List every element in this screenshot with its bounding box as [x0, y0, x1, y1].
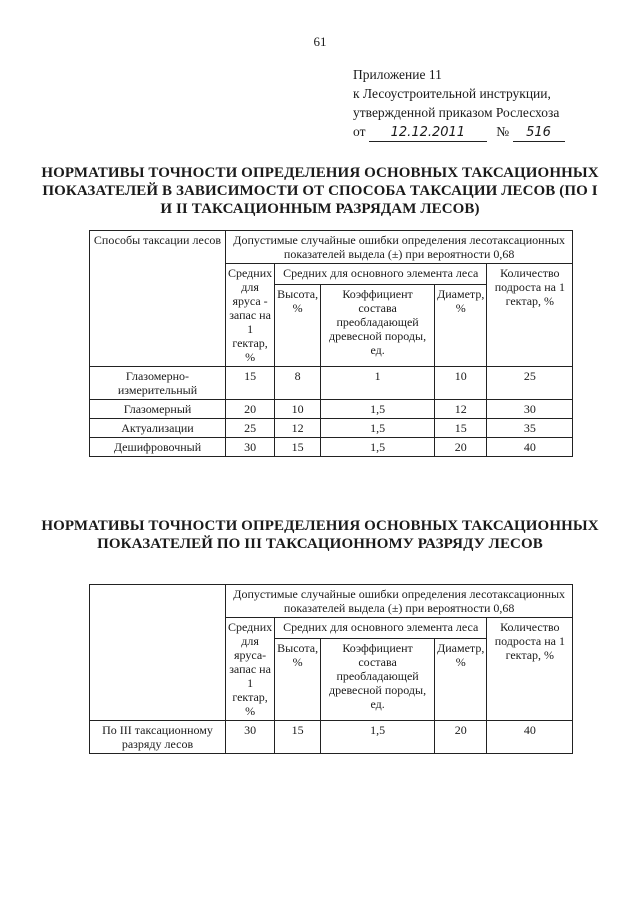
accuracy-table-2	[89, 584, 573, 754]
method-cell: Глазомерный	[90, 400, 226, 419]
section-2-heading: НОРМАТИВЫ ТОЧНОСТИ ОПРЕДЕЛЕНИЯ ОСНОВНЫХ ТАКСАЦИОННЫХ ПОКАЗАТЕЛЕЙ ПО III ТАКСАЦИОННОМУ РАЗРЯДУ ЛЕСОВ	[41, 518, 599, 552]
col-stock-header: Средних для яруса-запас на 1 гектар, %	[226, 618, 275, 721]
stock-cell: 15	[226, 367, 275, 400]
diameter-cell: 12	[435, 400, 487, 419]
stock-cell: 25	[226, 419, 275, 438]
col-stock-header: Средних для яруса - запас на 1 гектар, %	[226, 264, 275, 367]
height-cell: 12	[275, 419, 321, 438]
col-coef-header: Коэффициент состава преобладающей древесной породы, ед.	[321, 284, 435, 366]
table-row	[90, 419, 573, 438]
method-cell: По III таксационному разряду лесов	[90, 721, 226, 754]
method-cell: Актуализации	[90, 419, 226, 438]
col-height-header: Высота, %	[275, 284, 321, 366]
undergrowth-cell: 40	[487, 438, 573, 457]
diameter-cell: 20	[435, 438, 487, 457]
appendix-date: 12.12.2011	[369, 125, 487, 142]
col-diameter-header: Диаметр, %	[435, 638, 487, 720]
col-diameter-header: Диаметр, %	[435, 284, 487, 366]
diameter-cell: 15	[435, 419, 487, 438]
method-cell: Дешифровочный	[90, 438, 226, 457]
height-cell: 15	[275, 721, 321, 754]
appendix-order-line	[353, 124, 565, 142]
undergrowth-cell: 30	[487, 400, 573, 419]
coef-cell: 1,5	[321, 438, 435, 457]
undergrowth-cell: 35	[487, 419, 573, 438]
col-methods-header-empty	[90, 585, 226, 721]
group-element-header: Средних для основного элемента леса	[275, 618, 487, 639]
accuracy-table-1	[89, 230, 573, 457]
col-methods-header: Способы таксации лесов	[90, 231, 226, 367]
col-undergrowth-header: Количество подроста на 1 гектар, %	[487, 264, 573, 367]
page-number: 61	[313, 34, 327, 49]
col-height-header: Высота, %	[275, 638, 321, 720]
coef-cell: 1,5	[321, 400, 435, 419]
stock-cell: 30	[226, 721, 275, 754]
table-row	[90, 367, 573, 400]
table-row	[90, 721, 573, 754]
undergrowth-cell: 40	[487, 721, 573, 754]
group-element-header: Средних для основного элемента леса	[275, 264, 487, 285]
table-row	[90, 400, 573, 419]
appendix-approval-line: утвержденной приказом Рослесхоза	[353, 105, 560, 120]
diameter-cell: 20	[435, 721, 487, 754]
table-row	[90, 438, 573, 457]
errors-header: Допустимые случайные ошибки определения лесотаксационных показателей выдела (±) при вероятности 0,68	[226, 585, 573, 618]
appendix-title: Приложение 11	[353, 67, 442, 82]
height-cell: 10	[275, 400, 321, 419]
stock-cell: 30	[226, 438, 275, 457]
col-undergrowth-header: Количество подроста на 1 гектар, %	[487, 618, 573, 721]
height-cell: 8	[275, 367, 321, 400]
col-coef-header: Коэффициент состава преобладающей древесной породы, ед.	[321, 638, 435, 720]
appendix-instruction-line: к Лесоустроительной инструкции,	[353, 86, 551, 101]
appendix-number: 516	[513, 125, 565, 142]
appendix-number-label: №	[496, 124, 510, 139]
undergrowth-cell: 25	[487, 367, 573, 400]
errors-header: Допустимые случайные ошибки определения лесотаксационных показателей выдела (±) при вероятности 0,68	[226, 231, 573, 264]
section-1-heading: НОРМАТИВЫ ТОЧНОСТИ ОПРЕДЕЛЕНИЯ ОСНОВНЫХ ТАКСАЦИОННЫХ ПОКАЗАТЕЛЕЙ В ЗАВИСИМОСТИ ОТ СПОСОБА ТАКСАЦИИ ЛЕСОВ (ПО I И II ТАКСАЦИОННЫМ РАЗРЯДАМ ЛЕСОВ)	[41, 165, 599, 217]
coef-cell: 1	[321, 367, 435, 400]
appendix-from-label: от	[353, 124, 366, 139]
method-cell: Глазомерно-измерительный	[90, 367, 226, 400]
coef-cell: 1,5	[321, 721, 435, 754]
stock-cell: 20	[226, 400, 275, 419]
diameter-cell: 10	[435, 367, 487, 400]
height-cell: 15	[275, 438, 321, 457]
coef-cell: 1,5	[321, 419, 435, 438]
